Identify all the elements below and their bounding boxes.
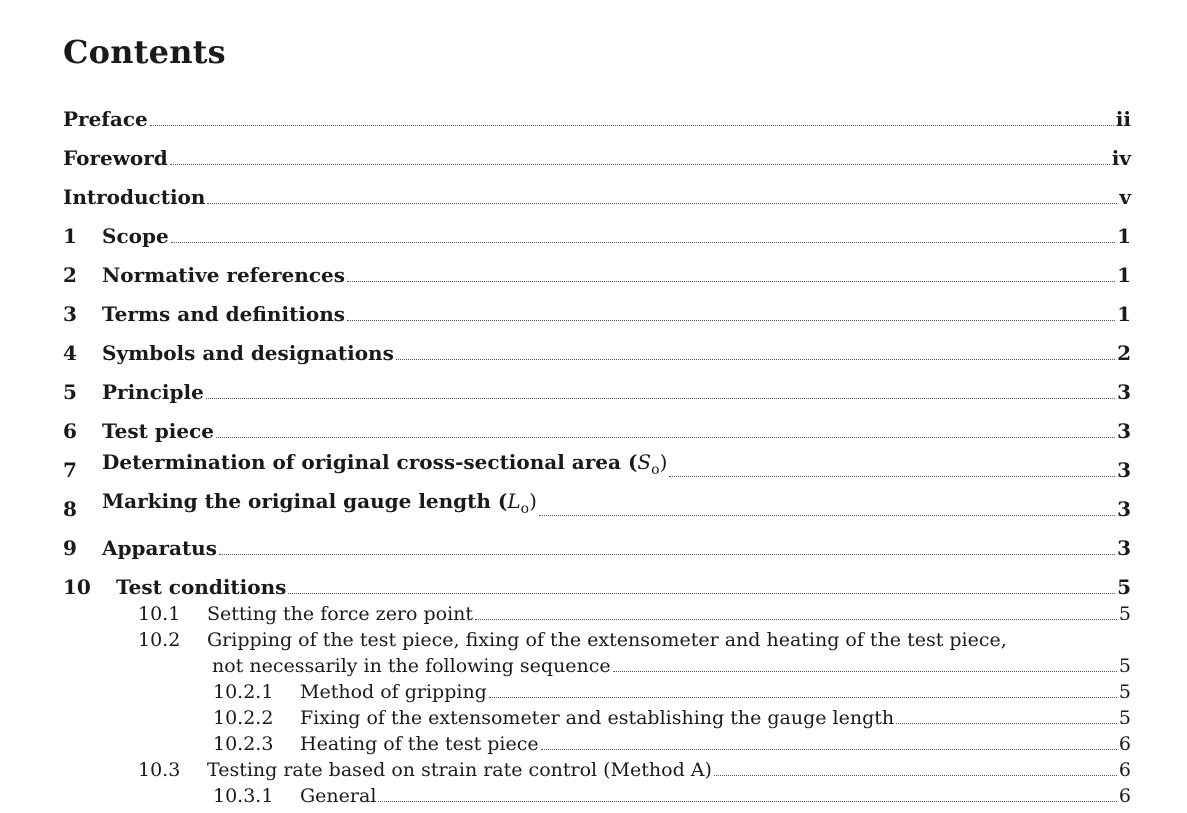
toc-title: Normative references (102, 263, 345, 287)
dot-leader (219, 554, 1115, 555)
toc-title (102, 447, 667, 485)
toc-page-number: 1 (1117, 224, 1131, 248)
toc-section-number: 10 (63, 575, 91, 599)
symbol-L: L (507, 489, 521, 513)
toc-title: Foreword (63, 146, 168, 170)
dot-leader (896, 723, 1117, 724)
toc-section-number: 5 (63, 380, 77, 404)
toc-title-line-2: not necessarily in the following sequence (212, 655, 611, 677)
toc-title-line-1: Gripping of the test piece, fixing of the extensometer and heating of the test piece, (207, 629, 1007, 651)
toc-page-number: 2 (1117, 341, 1131, 365)
dot-leader (347, 320, 1115, 321)
toc-section-number: 10.1 (138, 603, 181, 625)
toc-entry-section-10-3-1[interactable] (213, 783, 1131, 809)
toc-section-number: 10.2 (138, 629, 181, 651)
toc-entry-section-10-2[interactable] (138, 627, 1131, 653)
dot-leader (150, 125, 1114, 126)
toc-entry-section-9[interactable] (63, 533, 1131, 563)
toc-title: Heating of the test piece (300, 733, 539, 755)
toc-section-number: 10.3 (138, 759, 181, 781)
toc-title-text: Marking the original gauge length ( (102, 489, 508, 513)
toc-section-number: 4 (63, 341, 77, 365)
toc-section-number: 1 (63, 224, 77, 248)
toc-title: Test conditions (116, 575, 287, 599)
dot-leader (539, 515, 1115, 516)
toc-title: Test piece (102, 419, 214, 443)
toc-entry-section-10-3[interactable] (138, 757, 1131, 783)
dot-leader (171, 242, 1115, 243)
dot-leader (288, 593, 1115, 594)
toc-entry-section-10-2-3[interactable] (213, 731, 1131, 757)
toc-page-number: 1 (1117, 263, 1131, 287)
toc-page-number: 5 (1117, 575, 1131, 599)
toc-entry-section-6[interactable] (63, 416, 1131, 446)
toc-page-number: 1 (1117, 302, 1131, 326)
toc-title: Terms and definitions (102, 302, 346, 326)
dot-leader (541, 749, 1117, 750)
toc-entry-section-1[interactable] (63, 221, 1131, 251)
toc-entry-section-3[interactable] (63, 299, 1131, 329)
dot-leader (489, 697, 1117, 698)
toc-title: Testing rate based on strain rate control (Method A) (207, 759, 712, 781)
dot-leader (613, 671, 1117, 672)
toc-page-number: 3 (1117, 419, 1131, 443)
toc-entry-section-10-2-2[interactable] (213, 705, 1131, 731)
toc-title (102, 486, 537, 524)
close-paren: ) (659, 450, 668, 474)
toc-section-number: 10.3.1 (213, 785, 274, 807)
toc-title: Scope (102, 224, 169, 248)
toc-title-text: Determination of original cross-sectional area ( (102, 450, 638, 474)
dot-leader (216, 437, 1115, 438)
toc-page-number: 3 (1117, 497, 1131, 521)
toc-section-number: 7 (63, 458, 77, 482)
dot-leader (396, 359, 1115, 360)
toc-page-number: 5 (1118, 707, 1131, 729)
toc-entry-section-8[interactable] (63, 489, 1131, 524)
symbol-subscript: o (520, 501, 530, 517)
toc-page-number: 6 (1118, 733, 1131, 755)
toc-title: Method of gripping (300, 681, 487, 703)
toc-entry-section-7[interactable] (63, 450, 1131, 485)
toc-page-number: 5 (1118, 603, 1131, 625)
toc-title: Symbols and designations (102, 341, 394, 365)
toc-section-number: 2 (63, 263, 77, 287)
dot-leader (206, 398, 1115, 399)
toc-title: Preface (63, 107, 148, 131)
toc-page-number: 6 (1118, 785, 1131, 807)
toc-page-number: 3 (1117, 380, 1131, 404)
dot-leader (170, 164, 1110, 165)
toc-section-number: 6 (63, 419, 77, 443)
toc-section-number: 3 (63, 302, 77, 326)
toc-entry-section-4[interactable] (63, 338, 1131, 368)
toc-title: Introduction (63, 185, 206, 209)
toc-entry-section-10-2-1[interactable] (213, 679, 1131, 705)
toc-page-number: 6 (1118, 759, 1131, 781)
toc-entry-section-10[interactable] (63, 572, 1131, 602)
dot-leader (207, 203, 1117, 204)
toc-entry-section-2[interactable] (63, 260, 1131, 290)
symbol-subscript: o (651, 462, 660, 478)
dot-leader (475, 619, 1117, 620)
toc-title: Principle (102, 380, 204, 404)
toc-page-number: 3 (1117, 458, 1131, 482)
toc-entry-introduction[interactable] (63, 182, 1131, 212)
toc-title: Setting the force zero point (207, 603, 474, 625)
symbol-S: S (637, 450, 652, 474)
toc-section-number: 8 (63, 497, 77, 521)
toc-page-number: ii (1115, 107, 1131, 131)
toc-page-number: iv (1111, 146, 1131, 170)
toc-section-number: 9 (63, 536, 77, 560)
dot-leader (714, 775, 1117, 776)
toc-page-number: 5 (1118, 681, 1131, 703)
toc-entry-section-10-2-continued[interactable] (212, 653, 1131, 679)
toc-title: Fixing of the extensometer and establishing the gauge length (300, 707, 895, 729)
toc-section-number: 10.2.2 (213, 707, 274, 729)
toc-entry-section-10-1[interactable] (138, 601, 1131, 627)
toc-section-number: 10.2.1 (213, 681, 274, 703)
dot-leader (378, 801, 1117, 802)
dot-leader (347, 281, 1115, 282)
toc-entry-preface[interactable] (63, 104, 1131, 134)
dot-leader (669, 476, 1115, 477)
close-paren: ) (529, 489, 537, 513)
toc-section-number: 10.2.3 (213, 733, 274, 755)
toc-page-number: v (1119, 185, 1131, 209)
toc-title: General (300, 785, 377, 807)
toc-title: Apparatus (102, 536, 217, 560)
toc-page-number: 3 (1117, 536, 1131, 560)
toc-page-number: 5 (1118, 655, 1131, 677)
page-title: Contents (63, 33, 226, 71)
toc-entry-foreword[interactable] (63, 143, 1131, 173)
toc-entry-section-5[interactable] (63, 377, 1131, 407)
